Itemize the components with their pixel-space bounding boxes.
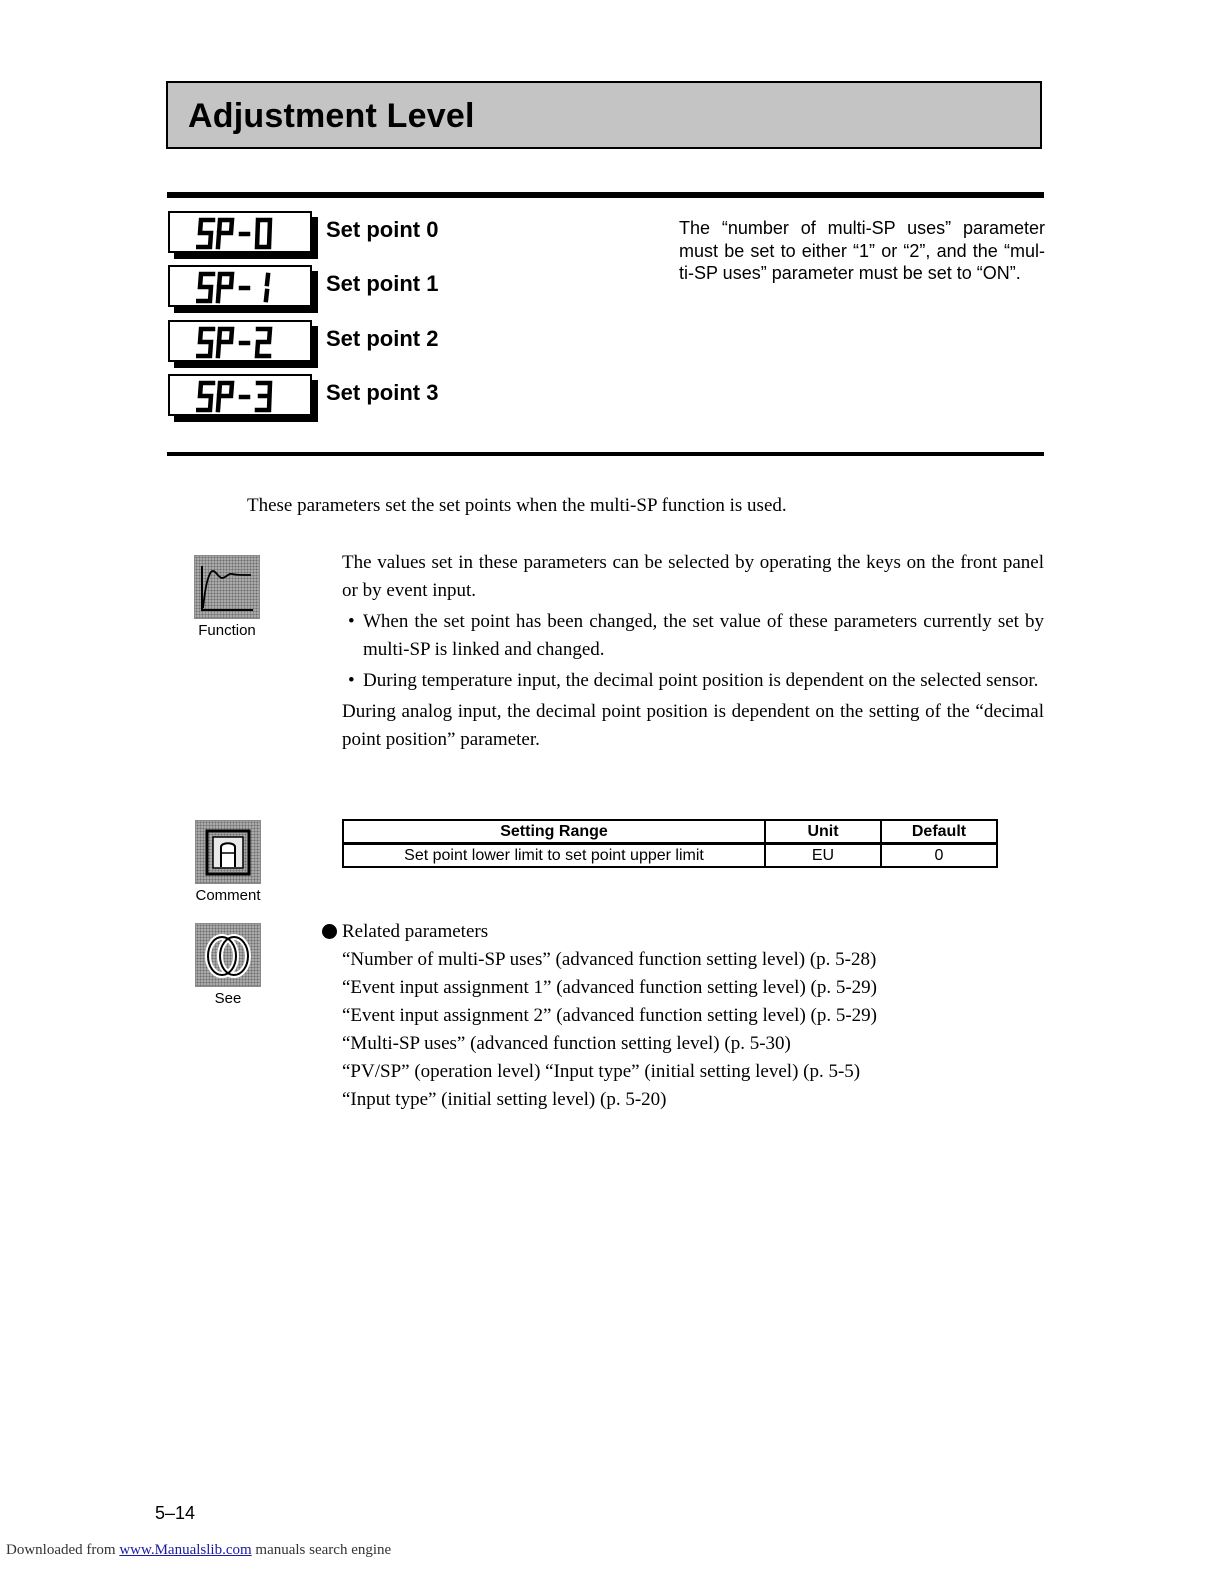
function-icon	[194, 555, 260, 619]
list-item: “Event input assignment 2” (advanced function setting level) (p. 5-29)	[342, 1005, 878, 1026]
related-heading-row	[322, 918, 877, 946]
table-row	[343, 844, 997, 868]
page-number: 5–14	[155, 1503, 196, 1523]
bullet-dot-icon	[322, 924, 337, 939]
footer-prefix: Downloaded from	[6, 1542, 116, 1558]
table-header-cell: Default	[881, 820, 997, 844]
function-icon-block	[194, 555, 260, 639]
setting-range-table	[342, 819, 998, 868]
table-cell: 0	[881, 844, 997, 868]
list-item: “Multi-SP uses” (advanced function setting level) (p. 5-30)	[342, 1033, 791, 1054]
seven-segment-sp3	[196, 379, 288, 415]
comment-icon	[195, 820, 261, 884]
related-heading: Related parameters	[342, 921, 489, 942]
related-parameters	[322, 918, 877, 1114]
footer-suffix: manuals search engine	[255, 1542, 392, 1558]
table-header-row	[343, 820, 997, 844]
function-caption: Function	[198, 622, 256, 639]
function-description	[342, 549, 1044, 754]
table-cell: Set point lower limit to set point upper limit	[343, 844, 765, 868]
param-label: Set point 3	[326, 380, 439, 405]
segment-display	[168, 320, 312, 362]
condition-note: The “number of multi-SP uses” parameter must be set to either “1” or “2”, and the “mul-ti-SP uses” parameter must be set to “ON”.	[679, 218, 1045, 283]
function-paragraph-1: The values set in these parameters can be selected by operating the keys on the front panel or by event input.	[342, 552, 1044, 601]
table-cell: EU	[765, 844, 881, 868]
segment-display	[168, 265, 312, 307]
list-item: “Event input assignment 1” (advanced function setting level) (p. 5-29)	[342, 977, 878, 998]
title-bar	[166, 81, 1042, 149]
function-bullet-1: • When the set point has been changed, the set value of these parameters currently set by multi-SP is linked and changed.	[342, 608, 1044, 664]
list-item: “Number of multi-SP uses” (advanced function setting level) (p. 5-28)	[342, 949, 877, 970]
section-rule-bottom	[167, 452, 1044, 456]
comment-icon-block	[195, 820, 261, 904]
download-footer	[6, 1542, 391, 1559]
manualslib-link[interactable]: www.Manualslib.com	[119, 1542, 252, 1558]
seven-segment-sp0	[196, 216, 288, 252]
list-item: “Input type” (initial setting level) (p. 5-20)	[342, 1089, 667, 1110]
param-label: Set point 1	[326, 271, 439, 296]
param-row-sp3	[168, 374, 468, 420]
list-item: “PV/SP” (operation level) “Input type” (initial setting level) (p. 5-5)	[342, 1061, 861, 1082]
segment-display	[168, 211, 312, 253]
segment-display	[168, 374, 312, 416]
section-rule-top	[167, 192, 1044, 198]
intro-text: These parameters set the set points when the multi-SP function is used.	[247, 495, 787, 516]
see-icon-block	[195, 923, 261, 1007]
see-icon	[195, 923, 261, 987]
function-bullet-2: • During temperature input, the decimal point position is dependent on the selected sensor.	[342, 667, 1044, 695]
comment-caption: Comment	[195, 887, 261, 904]
param-row-sp0	[168, 211, 468, 257]
param-row-sp1	[168, 265, 468, 311]
param-row-sp2	[168, 320, 468, 366]
seven-segment-sp1	[196, 270, 288, 306]
page-title: Adjustment Level	[188, 97, 475, 135]
param-label: Set point 0	[326, 217, 439, 242]
table-header-cell: Unit	[765, 820, 881, 844]
see-caption: See	[214, 990, 242, 1007]
table-header-cell: Setting Range	[343, 820, 765, 844]
function-paragraph-2: During analog input, the decimal point position is dependent on the setting of the “decimal point position” parameter.	[342, 701, 1044, 750]
param-label: Set point 2	[326, 326, 439, 351]
seven-segment-sp2	[196, 325, 288, 361]
